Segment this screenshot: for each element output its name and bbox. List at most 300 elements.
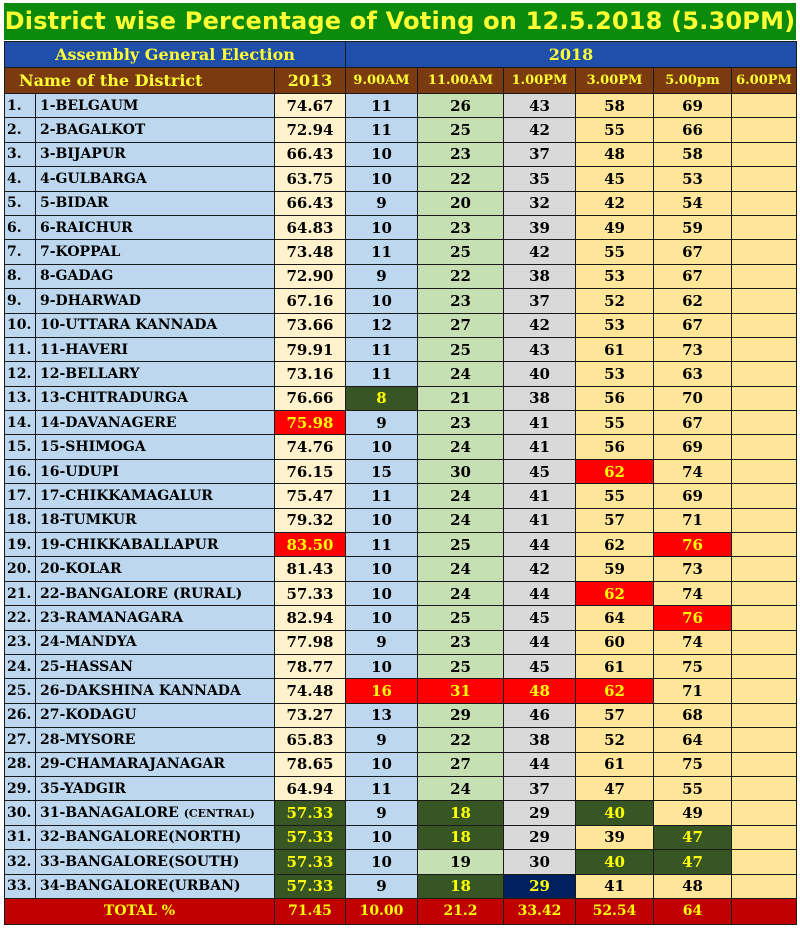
- row-serial: 22.: [5, 606, 36, 630]
- row-serial: 25.: [5, 679, 36, 703]
- value-time-5: [732, 215, 797, 239]
- value-time-0: 12: [346, 313, 418, 337]
- value-time-4: 76: [654, 533, 732, 557]
- value-time-1: 27: [418, 752, 504, 776]
- value-time-5: [732, 825, 797, 849]
- value-time-2: 44: [504, 630, 576, 654]
- value-time-3: 45: [576, 167, 654, 191]
- value-2013: 73.16: [275, 362, 346, 386]
- value-time-5: [732, 654, 797, 678]
- district-name-text: 9-DHARWAD: [40, 292, 141, 309]
- district-name-text: 26-DAKSHINA KANNADA: [40, 683, 241, 700]
- value-time-2: 44: [504, 581, 576, 605]
- district-name: [36, 606, 275, 630]
- value-time-2: 38: [504, 264, 576, 288]
- row-serial: 28.: [5, 752, 36, 776]
- value-time-2: 42: [504, 240, 576, 264]
- value-time-5: [732, 337, 797, 361]
- value-time-5: [732, 411, 797, 435]
- table-row: [5, 215, 797, 239]
- value-time-5: [732, 850, 797, 874]
- value-time-0: 11: [346, 240, 418, 264]
- district-name: [36, 167, 275, 191]
- value-time-2: 37: [504, 776, 576, 800]
- value-time-1: 29: [418, 703, 504, 727]
- district-name-text: 6-RAICHUR: [40, 219, 133, 236]
- value-time-1: 25: [418, 533, 504, 557]
- value-time-5: [732, 484, 797, 508]
- district-name: [36, 362, 275, 386]
- value-time-5: [732, 313, 797, 337]
- value-time-1: 24: [418, 508, 504, 532]
- value-2013: 77.98: [275, 630, 346, 654]
- district-name-text: 17-CHIKKAMAGALUR: [40, 487, 213, 504]
- value-2013: 64.94: [275, 776, 346, 800]
- value-time-3: 53: [576, 362, 654, 386]
- total-time-3: 52.54: [576, 898, 654, 924]
- table-row: [5, 752, 797, 776]
- value-time-4: 47: [654, 825, 732, 849]
- district-name: [36, 484, 275, 508]
- value-time-5: [732, 459, 797, 483]
- row-serial: 5.: [5, 191, 36, 215]
- value-time-2: 29: [504, 874, 576, 898]
- value-time-3: 49: [576, 215, 654, 239]
- value-time-4: 63: [654, 362, 732, 386]
- value-time-1: 23: [418, 411, 504, 435]
- value-time-2: 43: [504, 337, 576, 361]
- district-name: [36, 142, 275, 166]
- value-time-0: 10: [346, 289, 418, 313]
- district-name: [36, 557, 275, 581]
- value-time-3: 53: [576, 264, 654, 288]
- value-time-4: 58: [654, 142, 732, 166]
- district-name: [36, 289, 275, 313]
- table-row: [5, 313, 797, 337]
- total-time-1: 21.2: [418, 898, 504, 924]
- value-time-5: [732, 703, 797, 727]
- value-time-5: [732, 728, 797, 752]
- value-time-0: 15: [346, 459, 418, 483]
- table-row: [5, 825, 797, 849]
- value-time-4: 49: [654, 801, 732, 825]
- row-serial: 24.: [5, 654, 36, 678]
- value-time-1: 23: [418, 142, 504, 166]
- value-time-0: 9: [346, 630, 418, 654]
- total-2013: 71.45: [275, 898, 346, 924]
- table-row: [5, 533, 797, 557]
- district-name: [36, 435, 275, 459]
- row-serial: 29.: [5, 776, 36, 800]
- value-time-2: 45: [504, 654, 576, 678]
- year-2018-label: 2018: [346, 42, 797, 68]
- row-serial: 27.: [5, 728, 36, 752]
- value-time-4: 73: [654, 557, 732, 581]
- district-name: [36, 581, 275, 605]
- value-2013: 76.66: [275, 386, 346, 410]
- value-2013: 57.33: [275, 850, 346, 874]
- total-label: TOTAL %: [5, 898, 275, 924]
- value-time-0: 11: [346, 776, 418, 800]
- table-row: [5, 191, 797, 215]
- value-time-5: [732, 191, 797, 215]
- row-serial: 18.: [5, 508, 36, 532]
- value-time-0: 11: [346, 118, 418, 142]
- value-time-4: 71: [654, 508, 732, 532]
- district-name-text: 10-UTTARA KANNADA: [40, 317, 218, 334]
- value-2013: 64.83: [275, 215, 346, 239]
- district-name: [36, 825, 275, 849]
- value-time-3: 62: [576, 533, 654, 557]
- table-row: [5, 435, 797, 459]
- district-name: [36, 508, 275, 532]
- value-time-3: 47: [576, 776, 654, 800]
- row-serial: 14.: [5, 411, 36, 435]
- district-name: [36, 654, 275, 678]
- value-time-5: [732, 606, 797, 630]
- district-name-text: 7-KOPPAL: [40, 244, 121, 261]
- value-time-0: 9: [346, 191, 418, 215]
- value-time-3: 41: [576, 874, 654, 898]
- value-time-2: 44: [504, 752, 576, 776]
- row-serial: 4.: [5, 167, 36, 191]
- row-serial: 1.: [5, 94, 36, 118]
- value-time-5: [732, 240, 797, 264]
- value-time-5: [732, 508, 797, 532]
- value-time-4: 75: [654, 752, 732, 776]
- value-time-2: 35: [504, 167, 576, 191]
- value-2013: 57.33: [275, 801, 346, 825]
- value-time-0: 11: [346, 533, 418, 557]
- value-time-3: 55: [576, 240, 654, 264]
- district-name-text: 25-HASSAN: [40, 658, 133, 675]
- value-time-1: 26: [418, 94, 504, 118]
- value-time-2: 39: [504, 215, 576, 239]
- row-serial: 17.: [5, 484, 36, 508]
- header-row-election: [5, 42, 797, 68]
- value-time-5: [732, 581, 797, 605]
- district-name-text: 13-CHITRADURGA: [40, 390, 188, 407]
- value-time-5: [732, 167, 797, 191]
- voting-table: [4, 41, 797, 925]
- value-time-1: 25: [418, 654, 504, 678]
- sheet-title: District wise Percentage of Voting on 12.5.2018 (5.30PM): [4, 3, 796, 40]
- district-name: [36, 337, 275, 361]
- value-time-3: 61: [576, 654, 654, 678]
- value-time-3: 60: [576, 630, 654, 654]
- value-time-0: 10: [346, 850, 418, 874]
- value-2013: 83.50: [275, 533, 346, 557]
- district-name: [36, 533, 275, 557]
- value-time-1: 24: [418, 484, 504, 508]
- value-2013: 57.33: [275, 874, 346, 898]
- district-name-text: 32-BANGALORE(NORTH): [40, 829, 242, 846]
- value-time-0: 10: [346, 581, 418, 605]
- total-time-4: 64: [654, 898, 732, 924]
- district-name-text: 28-MYSORE: [40, 731, 136, 748]
- district-name-text: 34-BANGALORE(URBAN): [40, 878, 241, 895]
- table-row: [5, 411, 797, 435]
- district-name: [36, 191, 275, 215]
- district-name-text: 14-DAVANAGERE: [40, 414, 177, 431]
- district-name-text: 35-YADGIR: [40, 780, 126, 797]
- district-name: [36, 752, 275, 776]
- value-time-4: 69: [654, 484, 732, 508]
- value-time-3: 52: [576, 289, 654, 313]
- value-2013: 79.91: [275, 337, 346, 361]
- district-name-text: 16-UDUPI: [40, 463, 119, 480]
- value-time-5: [732, 801, 797, 825]
- value-time-3: 39: [576, 825, 654, 849]
- value-2013: 78.65: [275, 752, 346, 776]
- value-time-1: 24: [418, 557, 504, 581]
- value-time-5: [732, 630, 797, 654]
- value-time-5: [732, 435, 797, 459]
- value-time-2: 29: [504, 801, 576, 825]
- value-time-2: 42: [504, 313, 576, 337]
- value-time-2: 29: [504, 825, 576, 849]
- district-name-text: 1-BELGAUM: [40, 97, 139, 114]
- value-time-4: 73: [654, 337, 732, 361]
- table-row: [5, 630, 797, 654]
- value-2013: 76.15: [275, 459, 346, 483]
- row-serial: 9.: [5, 289, 36, 313]
- row-serial: 10.: [5, 313, 36, 337]
- value-time-4: 55: [654, 776, 732, 800]
- value-time-2: 45: [504, 459, 576, 483]
- value-2013: 72.94: [275, 118, 346, 142]
- value-2013: 78.77: [275, 654, 346, 678]
- total-row: [5, 898, 797, 924]
- value-time-0: 10: [346, 825, 418, 849]
- value-time-0: 10: [346, 606, 418, 630]
- value-time-2: 48: [504, 679, 576, 703]
- row-serial: 8.: [5, 264, 36, 288]
- value-time-1: 19: [418, 850, 504, 874]
- value-time-2: 41: [504, 435, 576, 459]
- district-name-text: 19-CHIKKABALLAPUR: [40, 536, 219, 553]
- row-serial: 12.: [5, 362, 36, 386]
- value-time-2: 37: [504, 289, 576, 313]
- value-time-0: 10: [346, 508, 418, 532]
- value-time-4: 74: [654, 459, 732, 483]
- row-serial: 7.: [5, 240, 36, 264]
- table-row: [5, 581, 797, 605]
- value-time-1: 27: [418, 313, 504, 337]
- value-time-1: 23: [418, 289, 504, 313]
- value-2013: 75.47: [275, 484, 346, 508]
- district-name-text: 5-BIDAR: [40, 195, 109, 212]
- district-name: [36, 630, 275, 654]
- value-time-1: 24: [418, 435, 504, 459]
- value-2013: 74.76: [275, 435, 346, 459]
- value-time-0: 10: [346, 215, 418, 239]
- district-name-text: 2-BAGALKOT: [40, 122, 146, 139]
- value-time-0: 11: [346, 94, 418, 118]
- value-time-1: 25: [418, 118, 504, 142]
- table-row: [5, 654, 797, 678]
- value-time-3: 55: [576, 484, 654, 508]
- value-time-4: 74: [654, 581, 732, 605]
- value-time-4: 59: [654, 215, 732, 239]
- value-time-5: [732, 776, 797, 800]
- value-time-0: 10: [346, 167, 418, 191]
- value-time-1: 21: [418, 386, 504, 410]
- value-time-5: [732, 557, 797, 581]
- district-name: [36, 776, 275, 800]
- value-time-0: 11: [346, 362, 418, 386]
- table-row: [5, 850, 797, 874]
- district-name: [36, 94, 275, 118]
- value-2013: 79.32: [275, 508, 346, 532]
- value-time-3: 62: [576, 581, 654, 605]
- value-time-3: 52: [576, 728, 654, 752]
- value-time-4: 47: [654, 850, 732, 874]
- table-row: [5, 484, 797, 508]
- value-time-0: 10: [346, 654, 418, 678]
- value-time-3: 56: [576, 435, 654, 459]
- value-time-0: 10: [346, 752, 418, 776]
- election-label: Assembly General Election: [5, 42, 346, 68]
- table-row: [5, 703, 797, 727]
- value-time-4: 68: [654, 703, 732, 727]
- row-serial: 32.: [5, 850, 36, 874]
- district-name: [36, 459, 275, 483]
- table-row: [5, 264, 797, 288]
- value-time-1: 23: [418, 215, 504, 239]
- value-time-2: 45: [504, 606, 576, 630]
- table-row: [5, 167, 797, 191]
- row-serial: 33.: [5, 874, 36, 898]
- district-name-sub: (CENTRAL): [183, 807, 255, 821]
- value-time-2: 42: [504, 118, 576, 142]
- col-header-time: 3.00PM: [576, 68, 654, 94]
- value-2013: 74.48: [275, 679, 346, 703]
- value-time-3: 64: [576, 606, 654, 630]
- value-time-2: 42: [504, 557, 576, 581]
- value-time-2: 37: [504, 142, 576, 166]
- value-time-4: 69: [654, 435, 732, 459]
- value-time-4: 71: [654, 679, 732, 703]
- table-row: [5, 508, 797, 532]
- value-time-3: 62: [576, 679, 654, 703]
- table-row: [5, 142, 797, 166]
- value-time-2: 46: [504, 703, 576, 727]
- district-name-text: 3-BIJAPUR: [40, 146, 126, 163]
- table-row: [5, 289, 797, 313]
- district-name-text: 20-KOLAR: [40, 561, 122, 578]
- value-time-4: 62: [654, 289, 732, 313]
- value-2013: 63.75: [275, 167, 346, 191]
- value-2013: 66.43: [275, 191, 346, 215]
- total-time-0: 10.00: [346, 898, 418, 924]
- row-serial: 23.: [5, 630, 36, 654]
- value-time-0: 9: [346, 411, 418, 435]
- row-serial: 16.: [5, 459, 36, 483]
- row-serial: 26.: [5, 703, 36, 727]
- value-2013: 75.98: [275, 411, 346, 435]
- value-time-2: 44: [504, 533, 576, 557]
- table-row: [5, 94, 797, 118]
- district-name: [36, 313, 275, 337]
- row-serial: 30.: [5, 801, 36, 825]
- row-serial: 3.: [5, 142, 36, 166]
- value-time-5: [732, 94, 797, 118]
- value-time-3: 62: [576, 459, 654, 483]
- col-header-time: 5.00pm: [654, 68, 732, 94]
- district-name-text: 27-KODAGU: [40, 707, 137, 724]
- value-2013: 67.16: [275, 289, 346, 313]
- table-row: [5, 679, 797, 703]
- district-name: [36, 240, 275, 264]
- value-time-1: 24: [418, 362, 504, 386]
- value-time-0: 9: [346, 728, 418, 752]
- district-name-text: 15-SHIMOGA: [40, 439, 146, 456]
- district-name: [36, 411, 275, 435]
- value-time-2: 40: [504, 362, 576, 386]
- district-name-text: 4-GULBARGA: [40, 170, 147, 187]
- value-time-4: 69: [654, 94, 732, 118]
- value-time-1: 18: [418, 825, 504, 849]
- value-time-2: 41: [504, 411, 576, 435]
- value-time-0: 10: [346, 435, 418, 459]
- value-time-5: [732, 289, 797, 313]
- district-name: [36, 386, 275, 410]
- value-time-3: 40: [576, 801, 654, 825]
- value-time-3: 61: [576, 337, 654, 361]
- table-row: [5, 337, 797, 361]
- value-time-4: 67: [654, 313, 732, 337]
- district-name: [36, 728, 275, 752]
- district-name-text: 24-MANDYA: [40, 634, 137, 651]
- value-time-5: [732, 533, 797, 557]
- value-time-1: 18: [418, 874, 504, 898]
- table-row: [5, 118, 797, 142]
- row-serial: 15.: [5, 435, 36, 459]
- row-serial: 19.: [5, 533, 36, 557]
- district-name-text: 23-RAMANAGARA: [40, 609, 184, 626]
- district-name-text: 18-TUMKUR: [40, 512, 137, 529]
- table-row: [5, 874, 797, 898]
- value-time-4: 53: [654, 167, 732, 191]
- row-serial: 6.: [5, 215, 36, 239]
- district-name: [36, 679, 275, 703]
- value-time-3: 61: [576, 752, 654, 776]
- value-time-3: 59: [576, 557, 654, 581]
- value-time-0: 11: [346, 484, 418, 508]
- value-time-3: 57: [576, 703, 654, 727]
- value-time-3: 58: [576, 94, 654, 118]
- col-header-time: 9.00AM: [346, 68, 418, 94]
- value-2013: 74.67: [275, 94, 346, 118]
- value-time-1: 22: [418, 728, 504, 752]
- value-time-1: 25: [418, 240, 504, 264]
- value-time-0: 8: [346, 386, 418, 410]
- value-time-3: 48: [576, 142, 654, 166]
- value-time-0: 9: [346, 801, 418, 825]
- value-time-3: 55: [576, 118, 654, 142]
- district-name: [36, 703, 275, 727]
- col-header-time: 11.00AM: [418, 68, 504, 94]
- row-serial: 2.: [5, 118, 36, 142]
- value-time-5: [732, 386, 797, 410]
- district-name-text: 29-CHAMARAJANAGAR: [40, 756, 225, 773]
- value-time-3: 42: [576, 191, 654, 215]
- value-time-5: [732, 264, 797, 288]
- value-time-1: 30: [418, 459, 504, 483]
- header-row-columns: [5, 68, 797, 94]
- value-time-4: 66: [654, 118, 732, 142]
